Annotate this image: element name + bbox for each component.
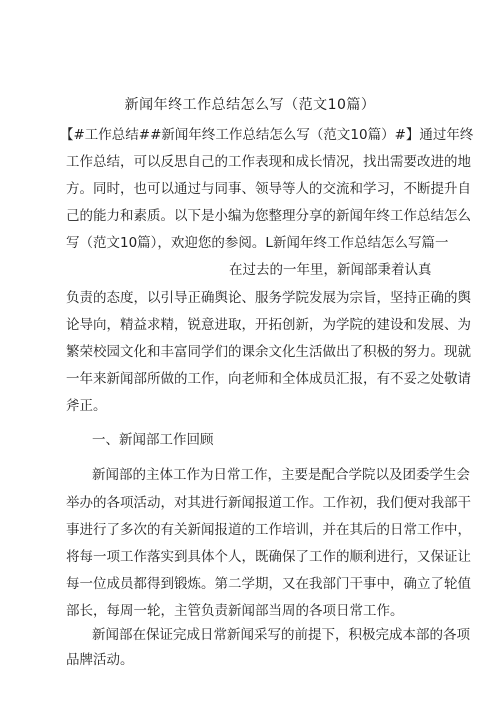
paragraph-line: 斧正。 [66,398,107,414]
paragraph-line: 论导向，精益求精，锐意进取，开拓创新，为学院的建设和发展、为 [66,317,471,333]
paragraph-line: 将每一项工作落实到具体个人，既确保了工作的顺利进行，又保证让 [66,549,471,565]
paragraph-line: 举办的各项活动，对其进行新闻报道工作。工作初，我们便对我部干 [66,495,471,511]
intro-line: 【#工作总结##新闻年终工作总结怎么写（范文10篇）#】通过年终 [60,127,474,143]
section-heading: 一、新闻部工作回顾 [92,432,214,448]
intro-line: 方。同时，也可以通过与同事、领导等人的交流和学习，不断提升自 [66,181,471,197]
intro-line: 写（范文10篇），欢迎您的参阅。L新闻年终工作总结怎么写篇一 [66,235,449,251]
indent-line: 在过去的一年里，新闻部秉着认真 [229,262,432,278]
paragraph-line: 新闻部的主体工作为日常工作，主要是配合学院以及团委学生会 [92,467,470,483]
paragraph-line: 每一位成员都得到锻炼。第二学期，又在我部门干事中，确立了轮值 [66,576,471,592]
paragraph-line: 负责的态度，以引导正确舆论、服务学院发展为宗旨，坚持正确的舆 [66,290,471,306]
paragraph-line: 品牌活动。 [66,652,134,668]
paragraph-line: 部长，每周一轮，主管负责新闻部当周的各项日常工作。 [66,603,404,619]
document-title: 新闻年终工作总结怎么写（范文10篇） [124,97,376,113]
intro-line: 己的能力和素质。以下是小编为您整理分享的新闻年终工作总结怎么 [66,208,471,224]
paragraph-line: 一年来新闻部所做的工作，向老师和全体成员汇报，有不妥之处敬请 [66,371,471,387]
paragraph-line: 新闻部在保证完成日常新闻采写的前提下，积极完成本部的各项 [92,627,470,643]
paragraph-line: 事进行了多次的有关新闻报道的工作培训，并在其后的日常工作中， [66,522,471,538]
intro-line: 工作总结，可以反思自己的工作表现和成长情况，找出需要改进的地 [66,154,471,170]
paragraph-line: 繁荣校园文化和丰富同学们的课余文化生活做出了积极的努力。现就 [66,344,471,360]
